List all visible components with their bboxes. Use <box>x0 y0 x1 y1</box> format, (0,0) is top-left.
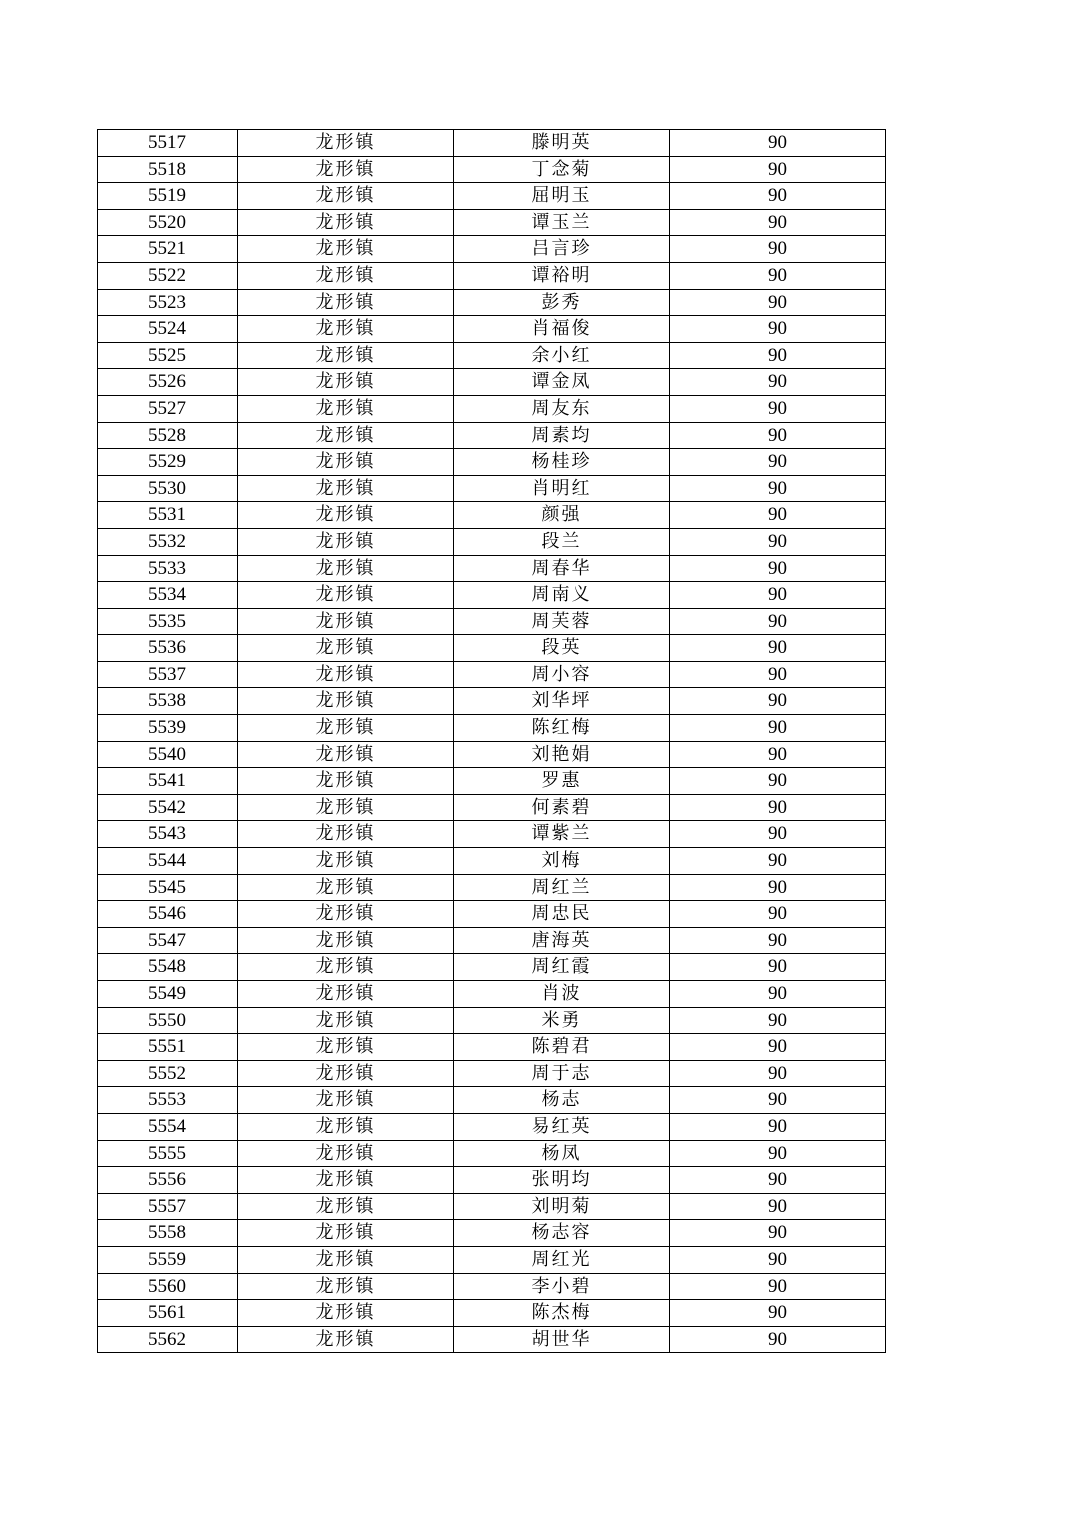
person-name-cell: 胡世华 <box>454 1326 670 1353</box>
amount-cell: 90 <box>670 236 886 263</box>
person-name-cell: 谭金凤 <box>454 369 670 396</box>
amount-cell: 90 <box>670 1113 886 1140</box>
person-name-cell: 刘华坪 <box>454 688 670 715</box>
town-cell: 龙形镇 <box>238 502 454 529</box>
row-number-cell: 5555 <box>98 1140 238 1167</box>
person-name-cell: 谭玉兰 <box>454 209 670 236</box>
person-name-cell: 周红光 <box>454 1246 670 1273</box>
person-name-cell: 刘艳娟 <box>454 741 670 768</box>
town-cell: 龙形镇 <box>238 848 454 875</box>
town-cell: 龙形镇 <box>238 1140 454 1167</box>
town-cell: 龙形镇 <box>238 1060 454 1087</box>
person-name-cell: 屈明玉 <box>454 183 670 210</box>
amount-cell: 90 <box>670 954 886 981</box>
town-cell: 龙形镇 <box>238 794 454 821</box>
amount-cell: 90 <box>670 848 886 875</box>
person-name-cell: 周南义 <box>454 582 670 609</box>
row-number-cell: 5519 <box>98 183 238 210</box>
person-name-cell: 肖福俊 <box>454 316 670 343</box>
amount-cell: 90 <box>670 688 886 715</box>
table-row <box>98 369 886 396</box>
person-name-cell: 周小容 <box>454 661 670 688</box>
table-row <box>98 1140 886 1167</box>
amount-cell: 90 <box>670 1220 886 1247</box>
row-number-cell: 5547 <box>98 927 238 954</box>
person-name-cell: 丁念菊 <box>454 156 670 183</box>
row-number-cell: 5539 <box>98 715 238 742</box>
amount-cell: 90 <box>670 289 886 316</box>
town-cell: 龙形镇 <box>238 741 454 768</box>
person-name-cell: 陈碧君 <box>454 1034 670 1061</box>
table-row <box>98 981 886 1008</box>
town-cell: 龙形镇 <box>238 1113 454 1140</box>
amount-cell: 90 <box>670 608 886 635</box>
town-cell: 龙形镇 <box>238 475 454 502</box>
table-row <box>98 1007 886 1034</box>
table-row <box>98 688 886 715</box>
row-number-cell: 5545 <box>98 874 238 901</box>
table-row <box>98 661 886 688</box>
row-number-cell: 5557 <box>98 1193 238 1220</box>
town-cell: 龙形镇 <box>238 1326 454 1353</box>
person-name-cell: 刘明菊 <box>454 1193 670 1220</box>
row-number-cell: 5530 <box>98 475 238 502</box>
person-name-cell: 颜强 <box>454 502 670 529</box>
person-name-cell: 陈红梅 <box>454 715 670 742</box>
row-number-cell: 5520 <box>98 209 238 236</box>
table-row <box>98 236 886 263</box>
row-number-cell: 5542 <box>98 794 238 821</box>
amount-cell: 90 <box>670 209 886 236</box>
amount-cell: 90 <box>670 555 886 582</box>
town-cell: 龙形镇 <box>238 342 454 369</box>
town-cell: 龙形镇 <box>238 715 454 742</box>
table-row <box>98 502 886 529</box>
table-row <box>98 156 886 183</box>
row-number-cell: 5523 <box>98 289 238 316</box>
row-number-cell: 5556 <box>98 1167 238 1194</box>
town-cell: 龙形镇 <box>238 236 454 263</box>
town-cell: 龙形镇 <box>238 1193 454 1220</box>
town-cell: 龙形镇 <box>238 1034 454 1061</box>
row-number-cell: 5529 <box>98 449 238 476</box>
table-row <box>98 1193 886 1220</box>
person-name-cell: 段兰 <box>454 528 670 555</box>
table-row <box>98 582 886 609</box>
table-row <box>98 1087 886 1114</box>
person-name-cell: 周友东 <box>454 395 670 422</box>
table-row <box>98 528 886 555</box>
row-number-cell: 5560 <box>98 1273 238 1300</box>
table-row <box>98 741 886 768</box>
person-name-cell: 滕明英 <box>454 130 670 157</box>
person-name-cell: 周素均 <box>454 422 670 449</box>
town-cell: 龙形镇 <box>238 1087 454 1114</box>
table-row <box>98 289 886 316</box>
row-number-cell: 5553 <box>98 1087 238 1114</box>
amount-cell: 90 <box>670 342 886 369</box>
table-row <box>98 1300 886 1327</box>
row-number-cell: 5541 <box>98 768 238 795</box>
row-number-cell: 5548 <box>98 954 238 981</box>
town-cell: 龙形镇 <box>238 262 454 289</box>
row-number-cell: 5524 <box>98 316 238 343</box>
amount-cell: 90 <box>670 1060 886 1087</box>
town-cell: 龙形镇 <box>238 316 454 343</box>
person-name-cell: 周于志 <box>454 1060 670 1087</box>
table-row <box>98 316 886 343</box>
person-name-cell: 彭秀 <box>454 289 670 316</box>
amount-cell: 90 <box>670 927 886 954</box>
amount-cell: 90 <box>670 1193 886 1220</box>
town-cell: 龙形镇 <box>238 981 454 1008</box>
roster-table-body <box>98 130 886 1353</box>
town-cell: 龙形镇 <box>238 635 454 662</box>
row-number-cell: 5535 <box>98 608 238 635</box>
amount-cell: 90 <box>670 183 886 210</box>
town-cell: 龙形镇 <box>238 528 454 555</box>
town-cell: 龙形镇 <box>238 821 454 848</box>
row-number-cell: 5554 <box>98 1113 238 1140</box>
row-number-cell: 5533 <box>98 555 238 582</box>
table-row <box>98 848 886 875</box>
amount-cell: 90 <box>670 794 886 821</box>
town-cell: 龙形镇 <box>238 1220 454 1247</box>
table-row <box>98 608 886 635</box>
person-name-cell: 谭裕明 <box>454 262 670 289</box>
table-row <box>98 927 886 954</box>
row-number-cell: 5528 <box>98 422 238 449</box>
table-row <box>98 475 886 502</box>
person-name-cell: 李小碧 <box>454 1273 670 1300</box>
table-row <box>98 1246 886 1273</box>
amount-cell: 90 <box>670 1167 886 1194</box>
town-cell: 龙形镇 <box>238 395 454 422</box>
town-cell: 龙形镇 <box>238 1167 454 1194</box>
table-row <box>98 1326 886 1353</box>
amount-cell: 90 <box>670 1273 886 1300</box>
row-number-cell: 5525 <box>98 342 238 369</box>
town-cell: 龙形镇 <box>238 209 454 236</box>
person-name-cell: 陈杰梅 <box>454 1300 670 1327</box>
amount-cell: 90 <box>670 715 886 742</box>
amount-cell: 90 <box>670 741 886 768</box>
row-number-cell: 5546 <box>98 901 238 928</box>
amount-cell: 90 <box>670 1140 886 1167</box>
person-name-cell: 周春华 <box>454 555 670 582</box>
row-number-cell: 5544 <box>98 848 238 875</box>
table-row <box>98 130 886 157</box>
town-cell: 龙形镇 <box>238 1007 454 1034</box>
amount-cell: 90 <box>670 1087 886 1114</box>
amount-cell: 90 <box>670 582 886 609</box>
table-row <box>98 1034 886 1061</box>
table-row <box>98 1113 886 1140</box>
table-row <box>98 395 886 422</box>
row-number-cell: 5561 <box>98 1300 238 1327</box>
row-number-cell: 5532 <box>98 528 238 555</box>
row-number-cell: 5537 <box>98 661 238 688</box>
person-name-cell: 杨志 <box>454 1087 670 1114</box>
amount-cell: 90 <box>670 874 886 901</box>
table-row <box>98 768 886 795</box>
town-cell: 龙形镇 <box>238 768 454 795</box>
town-cell: 龙形镇 <box>238 1246 454 1273</box>
table-row <box>98 1273 886 1300</box>
row-number-cell: 5558 <box>98 1220 238 1247</box>
amount-cell: 90 <box>670 901 886 928</box>
amount-cell: 90 <box>670 475 886 502</box>
person-name-cell: 刘梅 <box>454 848 670 875</box>
row-number-cell: 5538 <box>98 688 238 715</box>
amount-cell: 90 <box>670 502 886 529</box>
town-cell: 龙形镇 <box>238 688 454 715</box>
table-row <box>98 954 886 981</box>
town-cell: 龙形镇 <box>238 954 454 981</box>
roster-table <box>97 129 886 1353</box>
amount-cell: 90 <box>670 1246 886 1273</box>
amount-cell: 90 <box>670 395 886 422</box>
row-number-cell: 5534 <box>98 582 238 609</box>
person-name-cell: 肖波 <box>454 981 670 1008</box>
town-cell: 龙形镇 <box>238 1300 454 1327</box>
town-cell: 龙形镇 <box>238 289 454 316</box>
row-number-cell: 5551 <box>98 1034 238 1061</box>
row-number-cell: 5526 <box>98 369 238 396</box>
amount-cell: 90 <box>670 528 886 555</box>
person-name-cell: 余小红 <box>454 342 670 369</box>
town-cell: 龙形镇 <box>238 130 454 157</box>
amount-cell: 90 <box>670 369 886 396</box>
person-name-cell: 杨桂珍 <box>454 449 670 476</box>
table-row <box>98 821 886 848</box>
amount-cell: 90 <box>670 1300 886 1327</box>
person-name-cell: 谭紫兰 <box>454 821 670 848</box>
table-row <box>98 794 886 821</box>
table-row <box>98 422 886 449</box>
table-row <box>98 449 886 476</box>
amount-cell: 90 <box>670 422 886 449</box>
row-number-cell: 5536 <box>98 635 238 662</box>
town-cell: 龙形镇 <box>238 156 454 183</box>
table-row <box>98 1167 886 1194</box>
row-number-cell: 5550 <box>98 1007 238 1034</box>
table-row <box>98 342 886 369</box>
town-cell: 龙形镇 <box>238 874 454 901</box>
person-name-cell: 肖明红 <box>454 475 670 502</box>
person-name-cell: 何素碧 <box>454 794 670 821</box>
town-cell: 龙形镇 <box>238 555 454 582</box>
row-number-cell: 5531 <box>98 502 238 529</box>
amount-cell: 90 <box>670 821 886 848</box>
row-number-cell: 5522 <box>98 262 238 289</box>
table-row <box>98 1060 886 1087</box>
row-number-cell: 5552 <box>98 1060 238 1087</box>
row-number-cell: 5518 <box>98 156 238 183</box>
town-cell: 龙形镇 <box>238 901 454 928</box>
row-number-cell: 5549 <box>98 981 238 1008</box>
person-name-cell: 段英 <box>454 635 670 662</box>
table-row <box>98 901 886 928</box>
table-row <box>98 183 886 210</box>
amount-cell: 90 <box>670 1326 886 1353</box>
amount-cell: 90 <box>670 981 886 1008</box>
town-cell: 龙形镇 <box>238 449 454 476</box>
table-row <box>98 635 886 662</box>
person-name-cell: 周忠民 <box>454 901 670 928</box>
person-name-cell: 罗惠 <box>454 768 670 795</box>
town-cell: 龙形镇 <box>238 422 454 449</box>
table-row <box>98 1220 886 1247</box>
town-cell: 龙形镇 <box>238 927 454 954</box>
town-cell: 龙形镇 <box>238 582 454 609</box>
amount-cell: 90 <box>670 661 886 688</box>
table-row <box>98 262 886 289</box>
table-row <box>98 555 886 582</box>
row-number-cell: 5543 <box>98 821 238 848</box>
person-name-cell: 杨志容 <box>454 1220 670 1247</box>
row-number-cell: 5559 <box>98 1246 238 1273</box>
table-row <box>98 874 886 901</box>
amount-cell: 90 <box>670 1034 886 1061</box>
table-row <box>98 715 886 742</box>
row-number-cell: 5527 <box>98 395 238 422</box>
person-name-cell: 米勇 <box>454 1007 670 1034</box>
amount-cell: 90 <box>670 1007 886 1034</box>
person-name-cell: 张明均 <box>454 1167 670 1194</box>
row-number-cell: 5521 <box>98 236 238 263</box>
person-name-cell: 易红英 <box>454 1113 670 1140</box>
table-row <box>98 209 886 236</box>
person-name-cell: 周红霞 <box>454 954 670 981</box>
town-cell: 龙形镇 <box>238 661 454 688</box>
amount-cell: 90 <box>670 768 886 795</box>
amount-cell: 90 <box>670 130 886 157</box>
person-name-cell: 周芙蓉 <box>454 608 670 635</box>
person-name-cell: 周红兰 <box>454 874 670 901</box>
town-cell: 龙形镇 <box>238 369 454 396</box>
amount-cell: 90 <box>670 635 886 662</box>
amount-cell: 90 <box>670 449 886 476</box>
person-name-cell: 唐海英 <box>454 927 670 954</box>
town-cell: 龙形镇 <box>238 608 454 635</box>
row-number-cell: 5540 <box>98 741 238 768</box>
row-number-cell: 5562 <box>98 1326 238 1353</box>
row-number-cell: 5517 <box>98 130 238 157</box>
amount-cell: 90 <box>670 316 886 343</box>
person-name-cell: 杨凤 <box>454 1140 670 1167</box>
person-name-cell: 吕言珍 <box>454 236 670 263</box>
town-cell: 龙形镇 <box>238 183 454 210</box>
amount-cell: 90 <box>670 262 886 289</box>
town-cell: 龙形镇 <box>238 1273 454 1300</box>
amount-cell: 90 <box>670 156 886 183</box>
document-page <box>97 129 885 1353</box>
